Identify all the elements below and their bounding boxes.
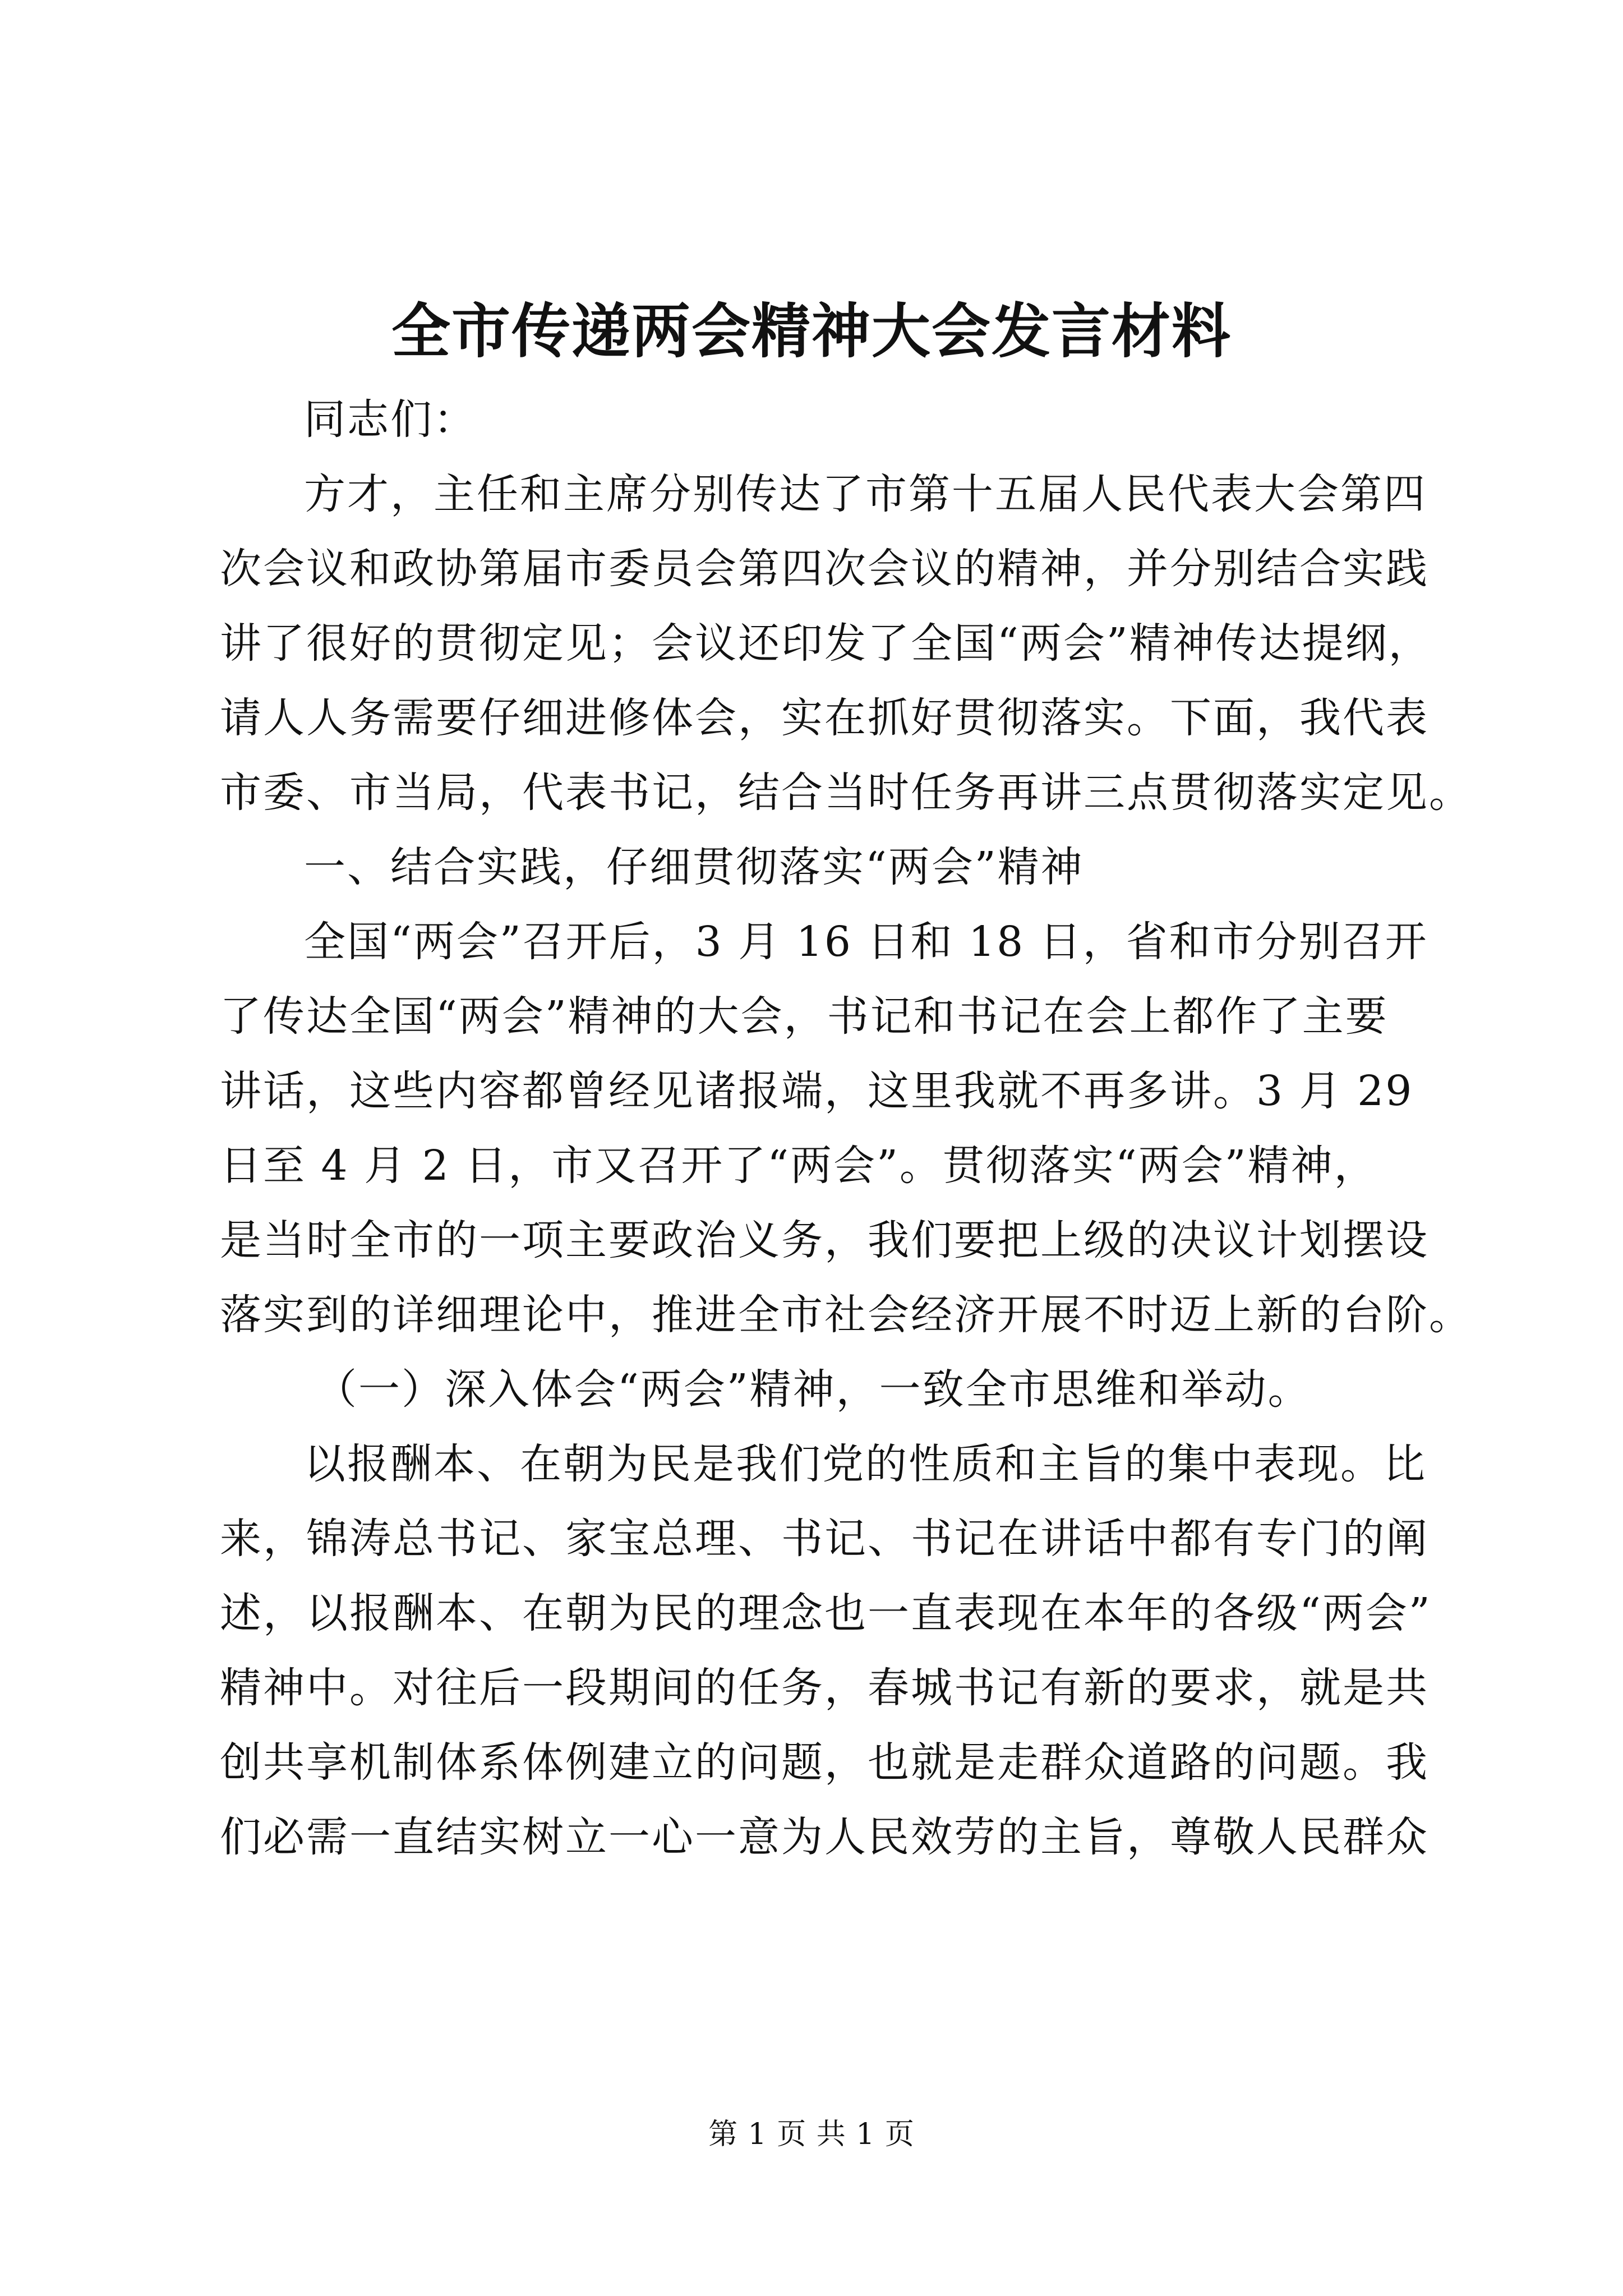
paragraph-line: 方才，主任和主席分别传达了市第十五届人民代表大会第四 — [304, 470, 1427, 518]
document-body — [220, 383, 1472, 1875]
paragraph-line: 次会议和政协第届市委员会第四次会议的精神，并分别结合实践 — [220, 545, 1429, 593]
paragraph-line: 以报酬本、在朝为民是我们党的性质和主旨的集中表现。比 — [304, 1440, 1427, 1488]
paragraph-line: 是当时全市的一项主要政治义务，我们要把上级的决议计划摆设 — [220, 1216, 1429, 1264]
paragraph-line: 讲话，这些内容都曾经见诸报端，这里我就不再多讲。3 月 29 — [220, 1067, 1414, 1115]
paragraph-line: 日至 4 月 2 日，市又召开了“两会”。贯彻落实“两会”精神， — [220, 1142, 1377, 1190]
paragraph-line: 落实到的详细理论中，推进全市社会经济开展不时迈上新的台阶。 — [220, 1291, 1472, 1339]
paragraph-line: 精神中。对往后一段期间的任务，春城书记有新的要求，就是共 — [220, 1664, 1429, 1712]
document-title: 全市传递两会精神大会发言材料 — [391, 296, 1232, 366]
paragraph-line: 市委、市当局，代表书记，结合当时任务再讲三点贯彻落实定见。 — [220, 769, 1472, 817]
paragraph-line: 了传达全国“两会”精神的大会，书记和书记在会上都作了主要 — [220, 992, 1389, 1041]
paragraph-line: 讲了很好的贯彻定见；会议还印发了全国“两会”精神传达提纲， — [220, 619, 1432, 668]
paragraph-line: 来，锦涛总书记、家宝总理、书记、书记在讲话中都有专门的阐 — [220, 1515, 1429, 1563]
paragraph-line: 述，以报酬本、在朝为民的理念也一直表现在本年的各级“两会” — [220, 1589, 1432, 1637]
section-heading: 一、结合实践，仔细贯彻落实“两会”精神 — [304, 843, 1084, 891]
paragraph-line: 全国“两会”召开后，3 月 16 日和 18 日，省和市分别召开 — [304, 918, 1428, 966]
subsection-heading: （一）深入体会“两会”精神，一致全市思维和举动。 — [315, 1365, 1311, 1414]
paragraph-line: 们必需一直结实树立一心一意为人民效劳的主旨，尊敬人民群众 — [220, 1813, 1429, 1861]
salutation-line: 同志们： — [304, 395, 477, 444]
paragraph-line: 创共享机制体系体例建立的问题，也就是走群众道路的问题。我 — [220, 1738, 1429, 1787]
page-footer: 第 1 页 共 1 页 — [708, 2118, 915, 2151]
paragraph-line: 请人人务需要仔细进修体会，实在抓好贯彻落实。下面，我代表 — [220, 694, 1429, 742]
